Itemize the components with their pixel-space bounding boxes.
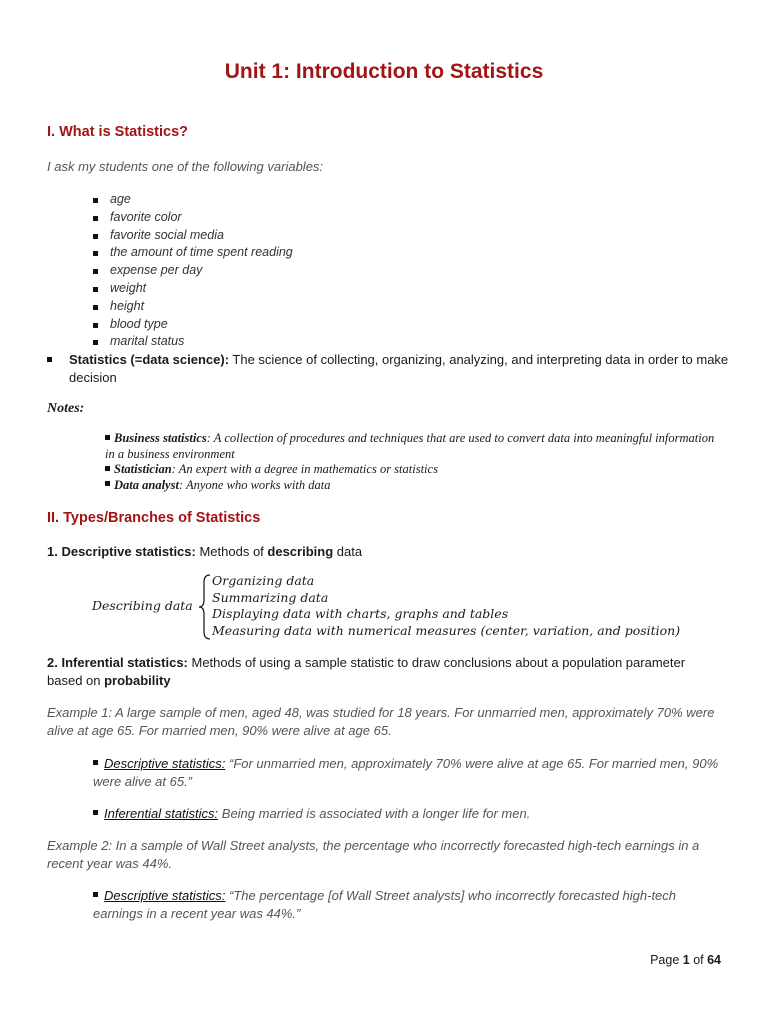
list-item: weight (90, 280, 293, 298)
page-of: of (689, 953, 708, 967)
page-total: 64 (707, 953, 721, 967)
page-title: Unit 1: Introduction to Statistics (224, 60, 544, 83)
example-1-inferential-label: Inferential statistics: (104, 806, 219, 821)
example-1-descriptive-label: Descriptive statistics: (104, 756, 226, 771)
inferential-bold-word: probability (104, 673, 171, 688)
list-item: blood type (90, 316, 293, 334)
descriptive-text-end: data (333, 544, 363, 559)
example-1-inferential (93, 805, 723, 823)
list-item: height (90, 298, 293, 316)
variables-list (90, 191, 293, 351)
example-2-descriptive (93, 887, 723, 923)
list-item: the amount of time spent reading (90, 244, 293, 262)
section-heading-what-is-statistics: I. What is Statistics? (47, 124, 188, 140)
list-item: age (90, 191, 293, 209)
note-text: : An expert with a degree in mathematics or statistics (171, 462, 438, 476)
formula-left-label: Describing data (92, 598, 193, 613)
notes-label: Notes: (47, 401, 85, 416)
inferential-label: 2. Inferential statistics: (47, 655, 188, 670)
list-item: favorite color (90, 209, 293, 227)
note-text: : Anyone who works with data (178, 477, 331, 492)
formula-line: Displaying data with charts, graphs and tables (212, 606, 509, 621)
bullet-icon (93, 810, 98, 815)
example-1-inferential-text: Being married is associated with a longer life for men. (218, 806, 531, 821)
definition-term: Statistics (=data science): (69, 352, 230, 367)
note-term: Business statistics (114, 431, 207, 445)
descriptive-bold-word: describing (267, 544, 334, 559)
formula-line: Summarizing data (212, 589, 329, 605)
list-item: marital status (90, 333, 293, 351)
curly-brace-icon (198, 574, 212, 640)
example-1-descriptive (93, 755, 723, 791)
list-item: favorite social media (90, 227, 293, 245)
descriptive-label: 1. Descriptive statistics: (47, 544, 196, 559)
statistics-definition (47, 351, 729, 387)
bullet-icon (93, 892, 98, 897)
inferential-statistics-definition (47, 654, 707, 690)
example-2-descriptive-label: Descriptive statistics: (104, 888, 226, 903)
bullet-icon (93, 760, 98, 765)
note-text: : A collection of procedures and techniques that are used to convert data into meaningful information in a business environment (105, 431, 715, 461)
bullet-icon (105, 435, 110, 440)
note-item-statistician (105, 462, 725, 478)
section-heading-types-of-statistics: II. Types/Branches of Statistics (47, 510, 261, 526)
note-item-data-analyst (105, 478, 725, 494)
note-term: Statistician (114, 462, 172, 476)
page-current: 1 (682, 953, 690, 967)
formula-line: Organizing data (212, 573, 315, 588)
note-term: Data analyst (114, 477, 179, 492)
page-prefix: Page (650, 953, 683, 967)
formula-line: Measuring data with numerical measures (center, variation, and position) (212, 622, 681, 638)
bullet-icon (105, 481, 110, 486)
note-item-business-statistics (105, 431, 725, 462)
page-number (650, 953, 721, 967)
example-1-descriptive-text: “For unmarried men, approximately 70% were alive at age 65. For married men, 90% were alive at 65.” (93, 756, 719, 789)
example-1-text: Example 1: A large sample of men, aged 48, was studied for 18 years. For unmarried men, approximately 70% were alive at age 65. For married men, 90% were alive at age 65. (47, 705, 715, 738)
formula-lines (212, 573, 680, 639)
descriptive-statistics-definition (47, 543, 362, 561)
example-2-descriptive-text: “The percentage [of Wall Street analysts] who incorrectly forecasted high-tech earnings in a recent year was 44%.” (93, 888, 677, 921)
descriptive-text: Methods of (195, 544, 268, 559)
intro-text: I ask my students one of the following variables: (47, 159, 324, 174)
bullet-icon (105, 466, 110, 471)
definition-text: The science of collecting, organizing, analyzing, and interpreting data in order to make decision (69, 352, 729, 385)
notes-list (105, 431, 725, 493)
example-2-text: Example 2: In a sample of Wall Street analysts, the percentage who incorrectly forecasted high-tech earnings in a recent year was 44%. (47, 838, 700, 871)
list-item: expense per day (90, 262, 293, 280)
inferential-text: Methods of using a sample statistic to draw conclusions about a population parameter based on (47, 655, 686, 688)
